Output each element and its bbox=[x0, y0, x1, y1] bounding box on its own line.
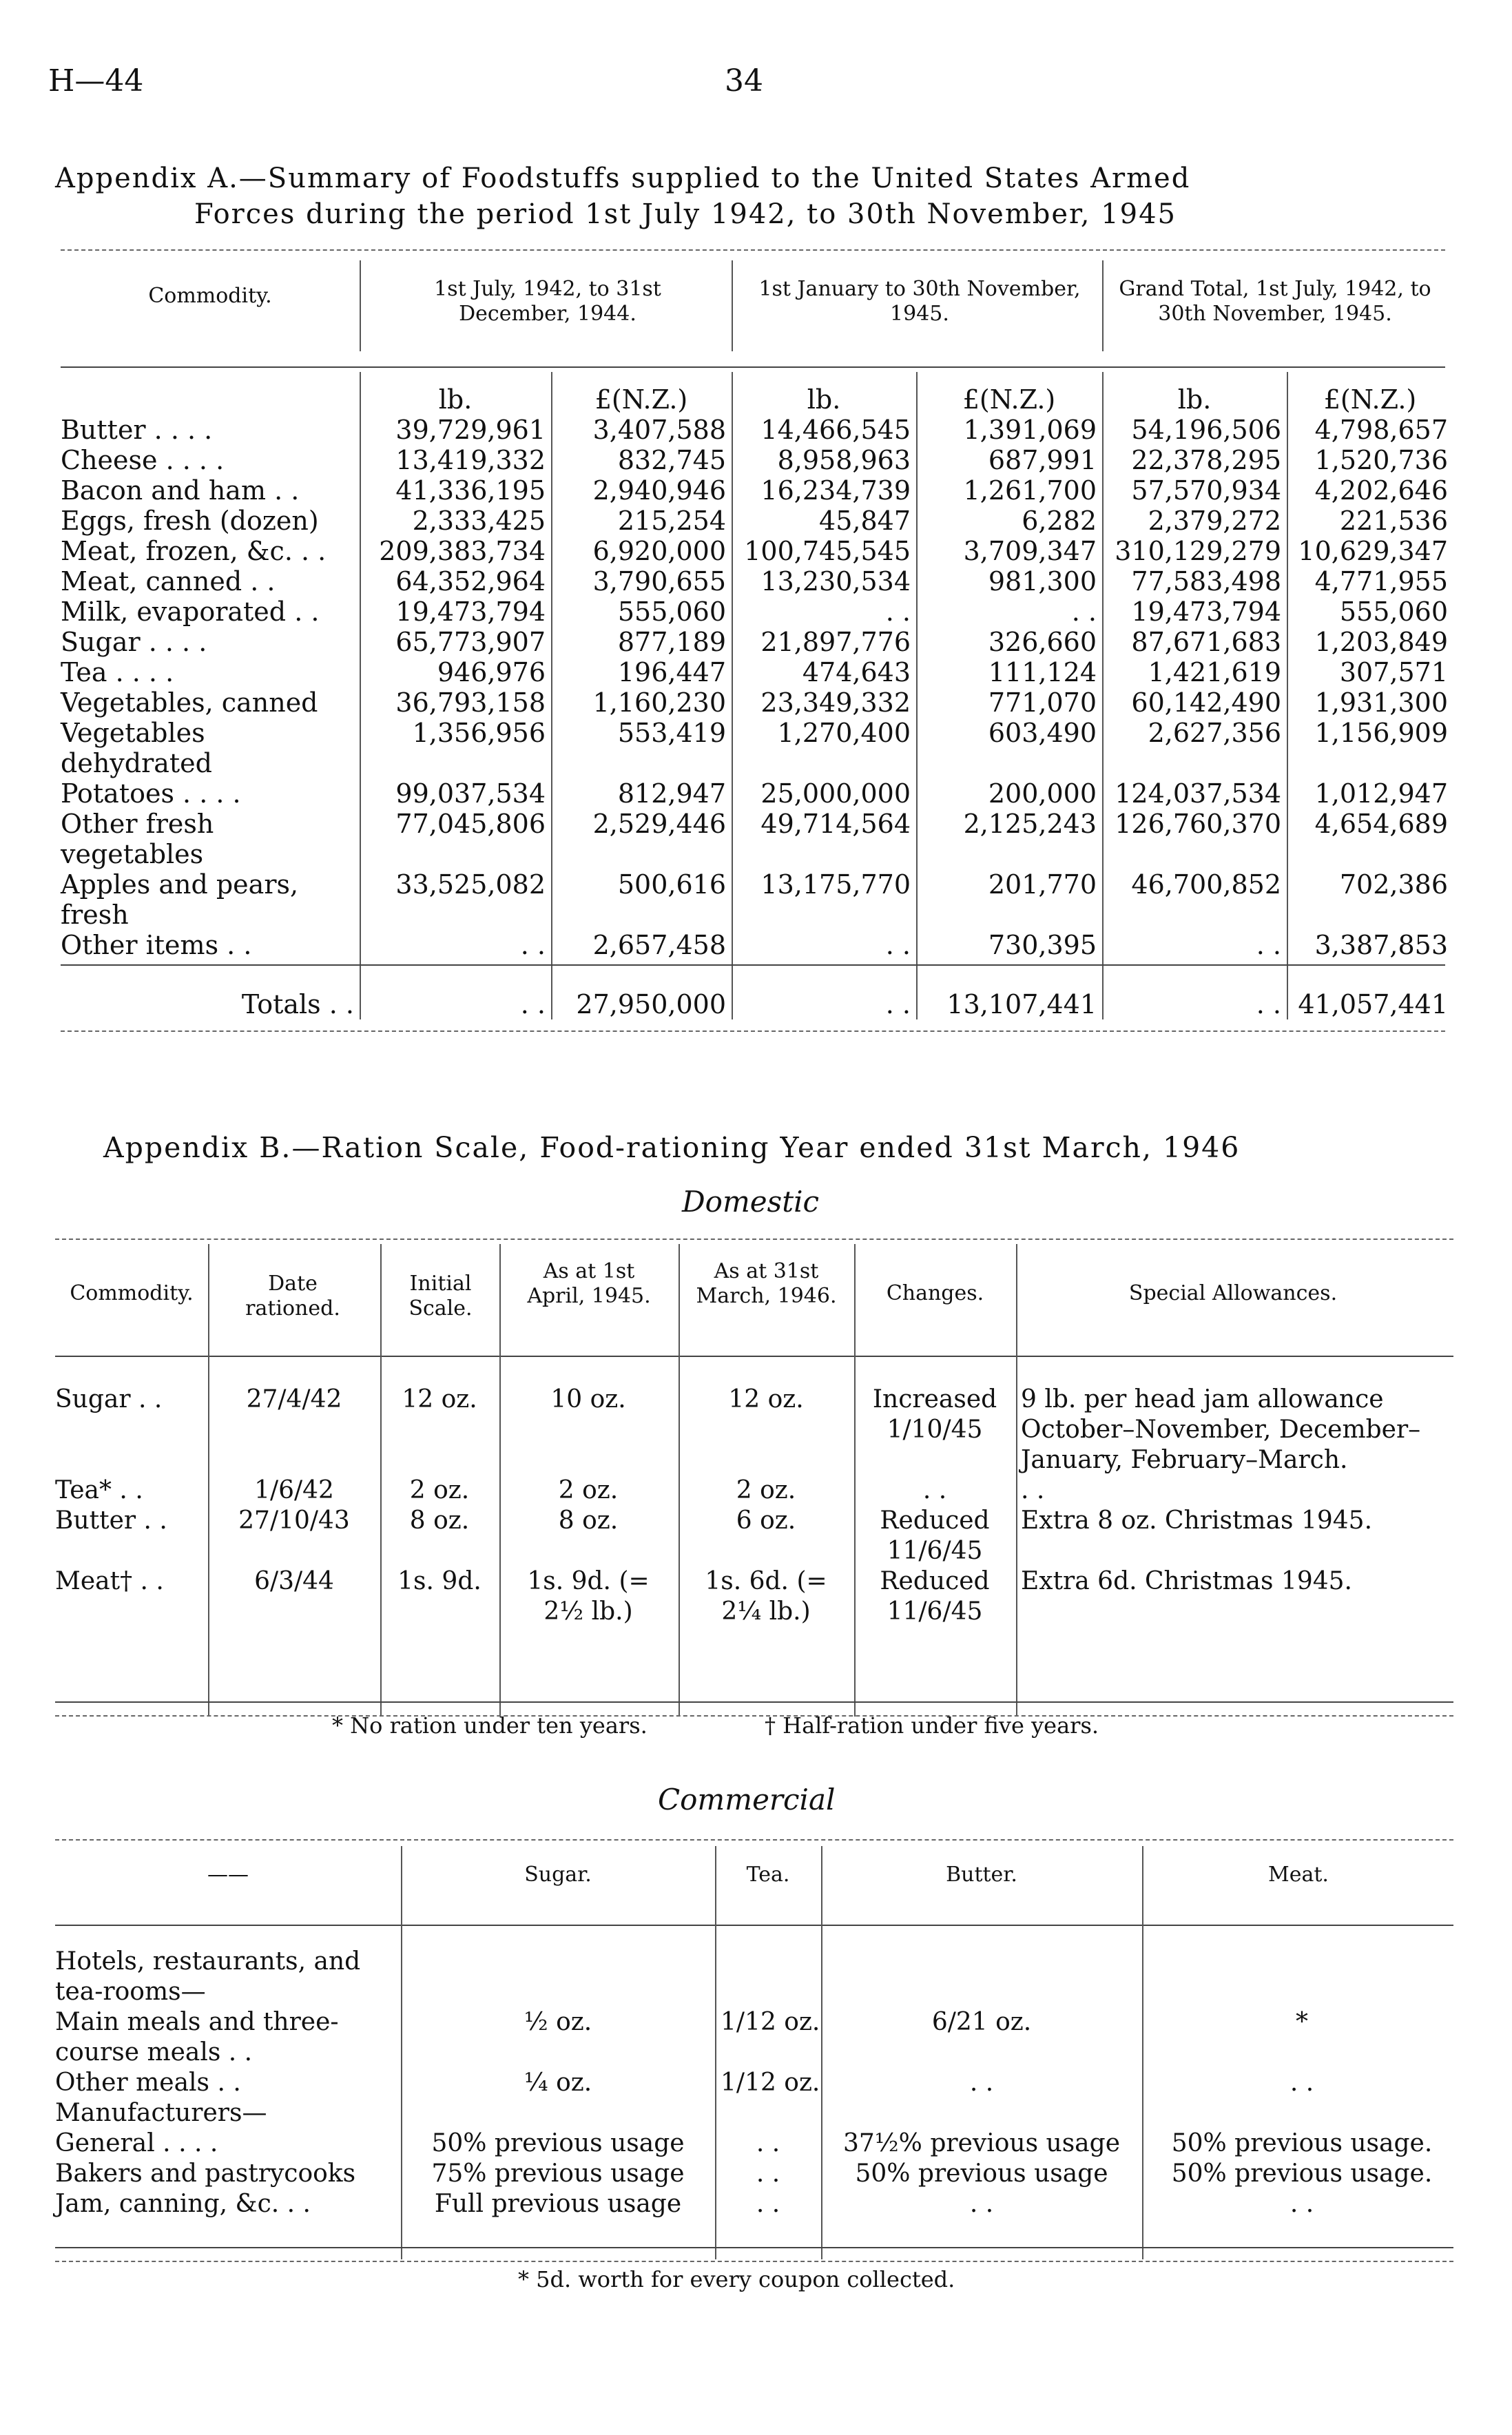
commercial-butter-cell: 50% previous usage bbox=[855, 2159, 1108, 2188]
table-row bbox=[50, 1475, 1455, 1506]
commercial-tea-cell bbox=[715, 2098, 821, 2128]
value-cell: 23,349,332 bbox=[760, 687, 911, 718]
commodity-name: Milk, evaporated . . bbox=[61, 597, 320, 627]
b-header-date: Date rationed. bbox=[245, 1272, 340, 1320]
b-header-special: Special Allowances. bbox=[1128, 1281, 1338, 1305]
value-cell: 10,629,347 bbox=[1298, 536, 1448, 566]
totals-value: . . bbox=[1256, 989, 1281, 1019]
value-cell: 41,336,195 bbox=[395, 475, 546, 506]
appendix-a-table bbox=[55, 384, 1453, 1019]
value-cell: 555,060 bbox=[617, 597, 726, 627]
value-cell: 812,947 bbox=[617, 778, 726, 809]
c-header-sugar: Sugar. bbox=[524, 1863, 592, 1887]
commodity-name: Other fresh vegetables bbox=[61, 809, 214, 869]
table-row bbox=[50, 1947, 1462, 2007]
value-cell: 19,473,794 bbox=[1131, 597, 1281, 627]
table-row bbox=[50, 1385, 1455, 1475]
commercial-meat-cell: . . bbox=[1290, 2069, 1314, 2097]
domestic-march-cell: 12 oz. bbox=[728, 1385, 804, 1413]
value-cell: 6,282 bbox=[1022, 506, 1097, 536]
b-header-april: As at 1st April, 1945. bbox=[527, 1259, 651, 1308]
commodity-name: Butter . . . . bbox=[61, 415, 213, 445]
totals-value: 41,057,441 bbox=[1298, 989, 1448, 1019]
commercial-tea-cell: . . bbox=[756, 2190, 780, 2218]
value-cell: 45,847 bbox=[819, 506, 911, 536]
value-cell: 14,466,545 bbox=[760, 415, 911, 445]
b-header-initial: Initial Scale. bbox=[408, 1272, 473, 1320]
value-cell: . . bbox=[1071, 597, 1097, 627]
page-reference: H—44 bbox=[48, 63, 144, 99]
value-cell: 60,142,490 bbox=[1131, 687, 1281, 718]
value-cell: 3,790,655 bbox=[592, 566, 726, 597]
value-cell: 2,379,272 bbox=[1148, 506, 1281, 536]
domestic-date-cell: 27/4/42 bbox=[246, 1385, 342, 1413]
value-cell: 126,760,370 bbox=[1115, 809, 1281, 839]
value-cell: 16,234,739 bbox=[760, 475, 911, 506]
table-row bbox=[55, 627, 1453, 657]
domestic-changes-cell: Reduced 11/6/45 bbox=[880, 1506, 990, 1565]
value-cell: 2,940,946 bbox=[592, 475, 726, 506]
commercial-sugar-cell bbox=[401, 1947, 715, 2007]
value-cell: 57,570,934 bbox=[1131, 475, 1281, 506]
value-cell: 77,583,498 bbox=[1131, 566, 1281, 597]
commercial-tea-cell bbox=[715, 1947, 821, 2007]
c-header-butter: Butter. bbox=[946, 1863, 1017, 1887]
commercial-meat-cell bbox=[1142, 1947, 1462, 2007]
value-cell: 87,671,683 bbox=[1131, 627, 1281, 657]
table-row bbox=[55, 566, 1453, 597]
commodity-name: Vegetables dehydrated bbox=[61, 718, 212, 778]
value-cell: 21,897,776 bbox=[760, 627, 911, 657]
value-cell: 36,793,158 bbox=[395, 687, 546, 718]
value-cell: 6,920,000 bbox=[592, 536, 726, 566]
commercial-tea-cell: . . bbox=[756, 2129, 780, 2157]
value-cell: 687,991 bbox=[988, 445, 1097, 475]
value-cell: 8,958,963 bbox=[777, 445, 911, 475]
table-row bbox=[50, 1566, 1455, 1627]
domestic-april-cell: 2 oz. bbox=[558, 1476, 619, 1504]
totals-value: . . bbox=[520, 989, 546, 1019]
unit-label: lb. bbox=[807, 384, 841, 415]
value-cell: 500,616 bbox=[617, 869, 726, 900]
commercial-tea-cell: 1/12 oz. bbox=[721, 2069, 820, 2097]
domestic-initial-cell: 2 oz. bbox=[409, 1476, 470, 1504]
value-cell: 946,976 bbox=[437, 657, 546, 687]
commodity-name: Meat, canned . . bbox=[61, 566, 276, 597]
domestic-special-cell: Extra 8 oz. Christmas 1945. bbox=[1021, 1506, 1373, 1535]
table-row bbox=[55, 597, 1453, 627]
value-cell: 2,627,356 bbox=[1148, 718, 1281, 748]
table-row bbox=[55, 869, 1453, 930]
value-cell: 25,000,000 bbox=[760, 778, 911, 809]
footnote-ten-years: * No ration under ten years. bbox=[332, 1712, 648, 1739]
domestic-date-cell: 27/10/43 bbox=[238, 1506, 350, 1535]
value-cell: 1,931,300 bbox=[1314, 687, 1448, 718]
totals-label: Totals . . bbox=[241, 989, 354, 1019]
c-header-tea: Tea. bbox=[746, 1863, 790, 1887]
table-row bbox=[50, 2098, 1462, 2128]
domestic-table bbox=[50, 1385, 1455, 1627]
table-row bbox=[55, 687, 1453, 718]
domestic-initial-cell: 12 oz. bbox=[402, 1385, 477, 1413]
domestic-date-cell: 1/6/42 bbox=[254, 1476, 334, 1504]
value-cell: 201,770 bbox=[988, 869, 1097, 900]
domestic-april-cell: 1s. 9d. (= 2½ lb.) bbox=[527, 1567, 650, 1626]
table-row bbox=[55, 445, 1453, 475]
commodity-name: Vegetables, canned bbox=[61, 687, 318, 718]
appendix-b-title: Appendix B.—Ration Scale, Food-rationing Year ended 31st March, 1946 bbox=[103, 1131, 1241, 1164]
commercial-tea-cell: . . bbox=[756, 2159, 780, 2188]
value-cell: 111,124 bbox=[988, 657, 1097, 687]
domestic-initial-cell: 8 oz. bbox=[409, 1506, 470, 1535]
value-cell: 310,129,279 bbox=[1115, 536, 1281, 566]
domestic-commodity-cell: Tea* . . bbox=[55, 1476, 143, 1504]
commercial-sugar-cell bbox=[401, 2098, 715, 2128]
commercial-sugar-cell: ¼ oz. bbox=[524, 2069, 592, 2097]
table-row bbox=[55, 809, 1453, 869]
totals-row bbox=[55, 989, 1453, 1019]
c-header-meat: Meat. bbox=[1268, 1863, 1329, 1887]
commodity-name: Meat, frozen, &c. . . bbox=[61, 536, 327, 566]
domestic-april-cell: 8 oz. bbox=[558, 1506, 619, 1535]
b-header-commodity: Commodity. bbox=[70, 1281, 194, 1305]
value-cell: 474,643 bbox=[802, 657, 911, 687]
units-row bbox=[55, 384, 1453, 415]
value-cell: 3,407,588 bbox=[592, 415, 726, 445]
commercial-label-cell: Manufacturers— bbox=[55, 2099, 267, 2127]
value-cell: 13,419,332 bbox=[395, 445, 546, 475]
commodity-name: Eggs, fresh (dozen) bbox=[61, 506, 319, 536]
commercial-sugar-cell: 75% previous usage bbox=[431, 2159, 685, 2188]
commercial-butter-cell bbox=[821, 1947, 1142, 2007]
value-cell: 1,421,619 bbox=[1148, 657, 1281, 687]
domestic-commodity-cell: Sugar . . bbox=[55, 1385, 163, 1413]
commercial-label-cell: Main meals and three-course meals . . bbox=[55, 2008, 339, 2066]
commodity-name: Other items . . bbox=[61, 930, 252, 960]
value-cell: 1,391,069 bbox=[963, 415, 1097, 445]
c-header-blank: —— bbox=[207, 1863, 249, 1887]
unit-label: lb. bbox=[438, 384, 473, 415]
domestic-changes-cell: Reduced 11/6/45 bbox=[880, 1567, 990, 1626]
commercial-butter-cell: . . bbox=[969, 2069, 994, 2097]
domestic-initial-cell: 1s. 9d. bbox=[397, 1567, 481, 1595]
value-cell: 1,520,736 bbox=[1314, 445, 1448, 475]
value-cell: 326,660 bbox=[988, 627, 1097, 657]
commercial-subtitle: Commercial bbox=[658, 1783, 836, 1816]
value-cell: 1,270,400 bbox=[777, 718, 911, 748]
commercial-meat-cell: 50% previous usage. bbox=[1171, 2159, 1433, 2188]
domestic-special-cell: . . bbox=[1021, 1476, 1045, 1504]
commodity-name: Sugar . . . . bbox=[61, 627, 207, 657]
commercial-footnote: * 5d. worth for every coupon collected. bbox=[518, 2266, 955, 2292]
value-cell: 4,202,646 bbox=[1314, 475, 1448, 506]
table-row bbox=[50, 2007, 1462, 2068]
value-cell: 19,473,794 bbox=[395, 597, 546, 627]
table-row bbox=[50, 2128, 1462, 2159]
value-cell: 4,654,689 bbox=[1314, 809, 1448, 839]
header-period2: 1st January to 30th November, 1945. bbox=[758, 277, 1081, 326]
value-cell: . . bbox=[520, 930, 546, 960]
header-commodity: Commodity. bbox=[148, 284, 272, 308]
footnote-five-years: † Half-ration under five years. bbox=[765, 1712, 1099, 1739]
table-row bbox=[55, 778, 1453, 809]
commercial-butter-cell: 6/21 oz. bbox=[931, 2008, 1032, 2036]
value-cell: 2,333,425 bbox=[412, 506, 546, 536]
value-cell: 54,196,506 bbox=[1131, 415, 1281, 445]
commercial-meat-cell: * bbox=[1296, 2008, 1308, 2036]
value-cell: 4,798,657 bbox=[1314, 415, 1448, 445]
value-cell: . . bbox=[885, 930, 911, 960]
commercial-meat-cell bbox=[1142, 2098, 1462, 2128]
value-cell: 553,419 bbox=[617, 718, 726, 748]
value-cell: 307,571 bbox=[1339, 657, 1448, 687]
commodity-name: Potatoes . . . . bbox=[61, 778, 241, 809]
value-cell: 3,709,347 bbox=[963, 536, 1097, 566]
value-cell: 13,175,770 bbox=[760, 869, 911, 900]
b-header-changes: Changes. bbox=[886, 1281, 984, 1305]
value-cell: 2,657,458 bbox=[592, 930, 726, 960]
value-cell: 771,070 bbox=[988, 687, 1097, 718]
domestic-changes-cell: . . bbox=[922, 1476, 947, 1504]
commercial-sugar-cell: Full previous usage bbox=[434, 2190, 682, 2218]
domestic-date-cell: 6/3/44 bbox=[254, 1567, 334, 1595]
commercial-tea-cell: 1/12 oz. bbox=[721, 2008, 820, 2036]
value-cell: 39,729,961 bbox=[395, 415, 546, 445]
value-cell: 196,447 bbox=[617, 657, 726, 687]
commercial-butter-cell bbox=[821, 2098, 1142, 2128]
value-cell: 2,125,243 bbox=[963, 809, 1097, 839]
domestic-special-cell: 9 lb. per head jam allowance October–November, December–January, February–March. bbox=[1021, 1385, 1421, 1474]
b-header-march: As at 31st March, 1946. bbox=[696, 1259, 837, 1308]
totals-value: . . bbox=[885, 989, 911, 1019]
commercial-butter-cell: . . bbox=[969, 2190, 994, 2218]
commercial-sugar-cell: 50% previous usage bbox=[431, 2129, 685, 2157]
value-cell: 603,490 bbox=[988, 718, 1097, 748]
totals-value: 13,107,441 bbox=[946, 989, 1097, 1019]
commodity-name: Cheese . . . . bbox=[61, 445, 225, 475]
domestic-march-cell: 1s. 6d. (= 2¼ lb.) bbox=[705, 1567, 827, 1626]
value-cell: 832,745 bbox=[617, 445, 726, 475]
commodity-name: Apples and pears, fresh bbox=[61, 869, 299, 930]
table-row bbox=[55, 506, 1453, 536]
table-row bbox=[55, 475, 1453, 506]
commercial-label-cell: Other meals . . bbox=[55, 2069, 241, 2097]
commodity-name: Tea . . . . bbox=[61, 657, 174, 687]
value-cell: 13,230,534 bbox=[760, 566, 911, 597]
value-cell: 209,383,734 bbox=[379, 536, 546, 566]
commercial-meat-cell: 50% previous usage. bbox=[1171, 2129, 1433, 2157]
value-cell: . . bbox=[1256, 930, 1281, 960]
page-number: 34 bbox=[725, 63, 763, 99]
table-row bbox=[55, 415, 1453, 445]
value-cell: 2,529,446 bbox=[592, 809, 726, 839]
totals-value: 27,950,000 bbox=[576, 989, 726, 1019]
value-cell: . . bbox=[885, 597, 911, 627]
value-cell: 981,300 bbox=[988, 566, 1097, 597]
commercial-label-cell: General . . . . bbox=[55, 2129, 218, 2157]
value-cell: 64,352,964 bbox=[395, 566, 546, 597]
commercial-label-cell: Jam, canning, &c. . . bbox=[55, 2190, 311, 2218]
value-cell: 555,060 bbox=[1339, 597, 1448, 627]
value-cell: 65,773,907 bbox=[395, 627, 546, 657]
appendix-a-title-line1: Appendix A.—Summary of Foodstuffs supplied to the United States Armed bbox=[55, 163, 1191, 194]
commercial-label-cell: Bakers and pastrycooks bbox=[55, 2159, 356, 2188]
table-row bbox=[50, 2189, 1462, 2219]
value-cell: 215,254 bbox=[617, 506, 726, 536]
unit-label: £(N.Z.) bbox=[1323, 384, 1417, 415]
header-period1: 1st July, 1942, to 31st December, 1944. bbox=[434, 277, 661, 326]
commercial-sugar-cell: ½ oz. bbox=[524, 2008, 592, 2036]
units-blank bbox=[55, 384, 360, 415]
domestic-march-cell: 6 oz. bbox=[736, 1506, 796, 1535]
value-cell: 49,714,564 bbox=[760, 809, 911, 839]
value-cell: 124,037,534 bbox=[1115, 778, 1281, 809]
commodity-name: Bacon and ham . . bbox=[61, 475, 300, 506]
value-cell: 221,536 bbox=[1339, 506, 1448, 536]
table-row bbox=[55, 536, 1453, 566]
table-row bbox=[50, 2068, 1462, 2098]
table-row bbox=[55, 657, 1453, 687]
value-cell: 730,395 bbox=[988, 930, 1097, 960]
commercial-butter-cell: 37½% previous usage bbox=[842, 2129, 1120, 2157]
table-row bbox=[55, 718, 1453, 778]
value-cell: 99,037,534 bbox=[395, 778, 546, 809]
domestic-april-cell: 10 oz. bbox=[550, 1385, 626, 1413]
value-cell: 200,000 bbox=[988, 778, 1097, 809]
value-cell: 77,045,806 bbox=[395, 809, 546, 839]
domestic-commodity-cell: Meat† . . bbox=[55, 1567, 164, 1595]
unit-label: £(N.Z.) bbox=[594, 384, 688, 415]
value-cell: 100,745,545 bbox=[744, 536, 911, 566]
value-cell: 33,525,082 bbox=[395, 869, 546, 900]
value-cell: 1,160,230 bbox=[592, 687, 726, 718]
value-cell: 1,012,947 bbox=[1314, 778, 1448, 809]
value-cell: 1,156,909 bbox=[1314, 718, 1448, 748]
value-cell: 4,771,955 bbox=[1314, 566, 1448, 597]
value-cell: 877,189 bbox=[617, 627, 726, 657]
appendix-a-title-line2: Forces during the period 1st July 1942, to 30th November, 1945 bbox=[194, 198, 1177, 230]
value-cell: 22,378,295 bbox=[1131, 445, 1281, 475]
domestic-subtitle: Domestic bbox=[682, 1185, 820, 1219]
header-grand-total: Grand Total, 1st July, 1942, to 30th November, 1945. bbox=[1119, 277, 1431, 326]
value-cell: 702,386 bbox=[1339, 869, 1448, 900]
unit-label: £(N.Z.) bbox=[962, 384, 1056, 415]
domestic-march-cell: 2 oz. bbox=[736, 1476, 796, 1504]
domestic-commodity-cell: Butter . . bbox=[55, 1506, 167, 1535]
value-cell: 1,356,956 bbox=[412, 718, 546, 748]
value-cell: 46,700,852 bbox=[1131, 869, 1281, 900]
value-cell: 3,387,853 bbox=[1314, 930, 1448, 960]
commercial-table bbox=[50, 1947, 1462, 2219]
domestic-changes-cell: Increased 1/10/45 bbox=[872, 1385, 997, 1444]
domestic-special-cell: Extra 6d. Christmas 1945. bbox=[1021, 1567, 1352, 1595]
value-cell: 1,261,700 bbox=[963, 475, 1097, 506]
commercial-label-cell: Hotels, restaurants, and tea-rooms— bbox=[55, 1947, 361, 2006]
value-cell: 1,203,849 bbox=[1314, 627, 1448, 657]
commercial-meat-cell: . . bbox=[1290, 2190, 1314, 2218]
table-row bbox=[55, 930, 1453, 960]
table-row bbox=[50, 1506, 1455, 1566]
table-row bbox=[50, 2159, 1462, 2189]
unit-label: lb. bbox=[1177, 384, 1212, 415]
